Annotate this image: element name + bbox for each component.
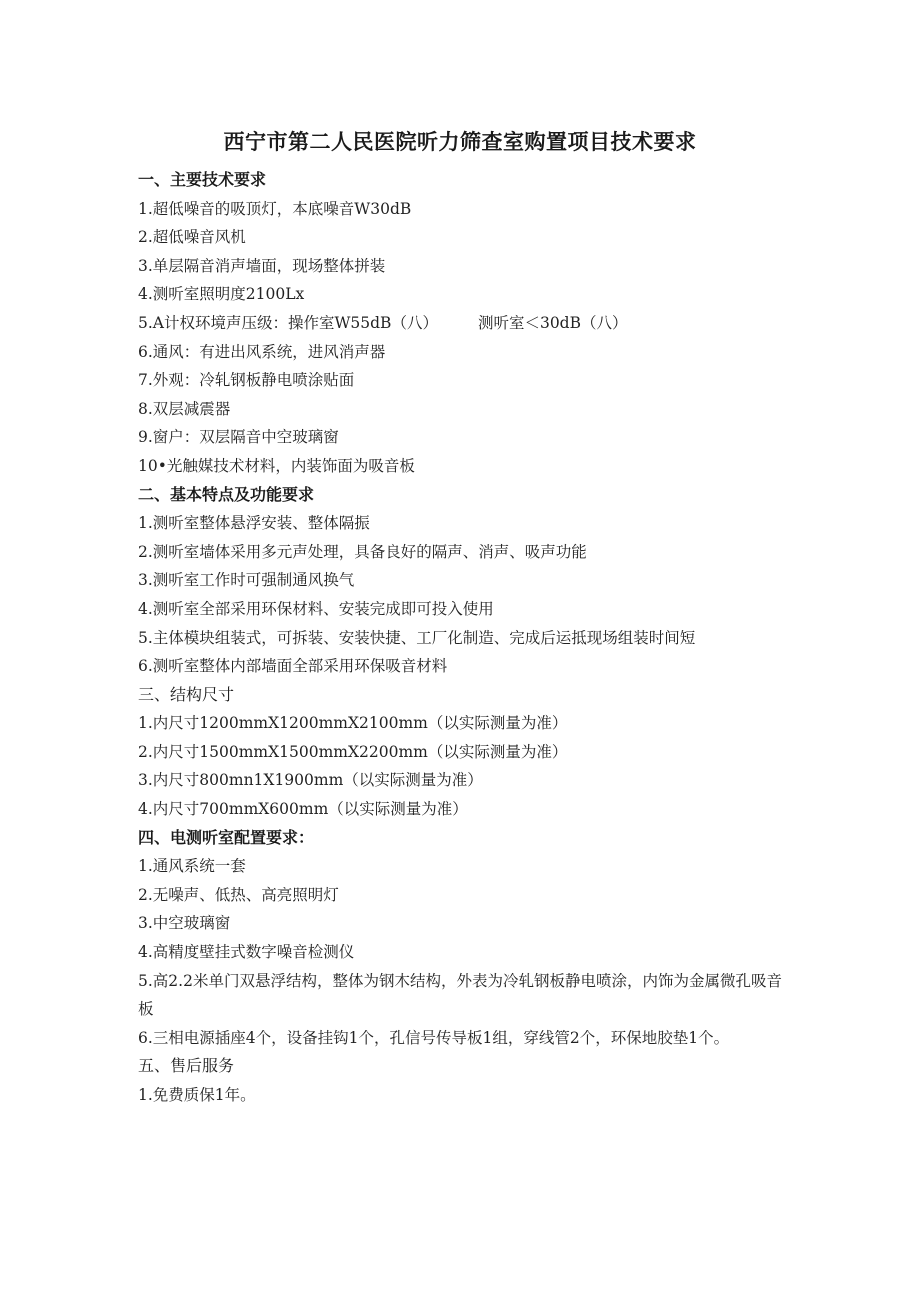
list-item: 3.中空玻璃窗 bbox=[138, 914, 231, 933]
list-item: 1.内尺寸1200mmX1200mmX2100mm（以实际测量为准） bbox=[138, 714, 568, 733]
list-item: 8.双层减震器 bbox=[138, 399, 231, 418]
list-item: 7.外观：冷轧钢板静电喷涂贴面 bbox=[138, 371, 355, 390]
document-title: 西宁市第二人民医院听力筛查室购置项目技术要求 bbox=[223, 130, 697, 154]
list-item-text: 5.A计权环境声压级：操作室W55dB（八） bbox=[138, 313, 438, 332]
section-structure-dimensions bbox=[138, 681, 788, 824]
section-features-and-functions bbox=[138, 481, 788, 681]
list-item: 2.超低噪音风机 bbox=[138, 228, 246, 247]
list-item: 1.免费质保1年。 bbox=[138, 1086, 256, 1104]
list-item: 2.测听室墙体采用多元声处理，具备良好的隔声、消声、吸声功能 bbox=[138, 542, 587, 561]
list-item: 3.内尺寸800mn1X1900mm（以实际测量为准） bbox=[138, 771, 483, 790]
document-body bbox=[138, 166, 788, 1110]
section-heading: 一、主要技术要求 bbox=[138, 170, 267, 189]
list-item: 3.单层隔音消声墙面，现场整体拼装 bbox=[138, 256, 386, 275]
list-item: 9.窗户：双层隔音中空玻璃窗 bbox=[138, 428, 339, 447]
list-item: 3.测听室工作时可强制通风换气 bbox=[138, 571, 355, 590]
list-item: 1.测听室整体悬浮安装、整体隔振 bbox=[138, 514, 370, 533]
list-item: 4.测听室全部采用环保材料、安装完成即可投入使用 bbox=[138, 599, 494, 618]
section-heading: 二、基本特点及功能要求 bbox=[138, 484, 315, 504]
list-item: 6.通风：有进出风系统，进风消声器 bbox=[138, 342, 386, 361]
list-item: 2.无噪声、低热、高亮照明灯 bbox=[138, 885, 339, 904]
list-item-text-extra: 测听室＜30dB（八） bbox=[477, 313, 628, 332]
list-item: 4.测听室照明度2100Lx bbox=[138, 285, 305, 304]
list-item bbox=[138, 309, 788, 338]
section-heading: 四、电测听室配置要求： bbox=[138, 827, 315, 847]
list-item: 5.高2.2米单门双悬浮结构，整体为钢木结构，外表为冷轧钢板静电喷涂，内饰为金属微孔吸音板 bbox=[138, 971, 782, 1019]
section-after-sales-service bbox=[138, 1052, 788, 1109]
list-item: 4.内尺寸700mmX600mm（以实际测量为准） bbox=[138, 800, 468, 819]
list-item: 6.三相电源插座4个，设备挂钩1个，孔信号传导板1组，穿线管2个，环保地胶垫1个。 bbox=[138, 1028, 730, 1047]
list-item: 10•光触媒技术材料，内装饰面为吸音板 bbox=[138, 456, 415, 475]
section-main-technical-requirements bbox=[138, 166, 788, 481]
list-item: 6.测听室整体内部墙面全部采用环保吸音材料 bbox=[138, 657, 448, 676]
section-heading: 三、结构尺寸 bbox=[138, 684, 235, 704]
section-heading: 五、售后服务 bbox=[138, 1056, 235, 1076]
list-item: 4.高精度壁挂式数字噪音检测仪 bbox=[138, 943, 355, 962]
list-item: 1.超低噪音的吸顶灯，本底噪音W30dB bbox=[138, 199, 412, 218]
list-item: 1.通风系统一套 bbox=[138, 857, 246, 876]
list-item: 5.主体模块组装式，可拆装、安装快捷、工厂化制造、完成后运抵现场组装时间短 bbox=[138, 628, 696, 647]
section-audiometry-room-configuration bbox=[138, 824, 788, 1053]
list-item: 2.内尺寸1500mmX1500mmX2200mm（以实际测量为准） bbox=[138, 742, 568, 761]
